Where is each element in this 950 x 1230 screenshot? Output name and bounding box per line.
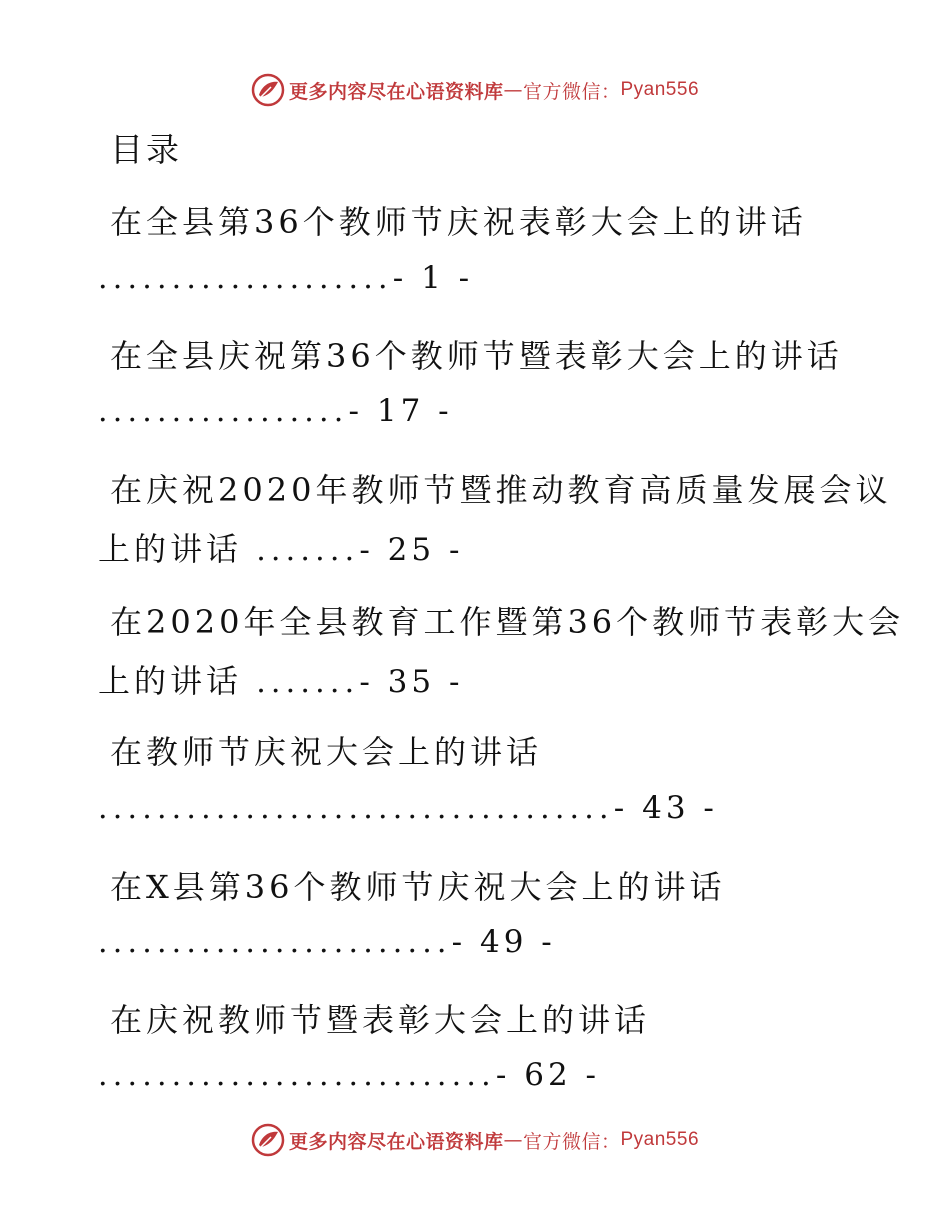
toc-entry-leader bbox=[98, 258, 473, 296]
red-leaf-logo-icon bbox=[251, 73, 285, 107]
banner-handle: Pyan556 bbox=[620, 79, 700, 100]
toc-page-number: - 25 - bbox=[359, 532, 464, 568]
toc-page-number: - 35 - bbox=[359, 664, 464, 700]
banner-handle: Pyan556 bbox=[620, 1129, 700, 1150]
banner-contact-text: 官方微信： bbox=[522, 1130, 621, 1153]
red-leaf-logo-icon bbox=[251, 1123, 285, 1157]
toc-entry-title[interactable]: 在X县第36个教师节庆祝大会上的讲话 bbox=[110, 868, 726, 906]
toc-dot-leader: ........................... bbox=[98, 1058, 496, 1093]
toc-entry-title-cont[interactable]: 上的讲话 bbox=[98, 530, 243, 568]
toc-entry-leader bbox=[98, 524, 463, 570]
toc-entry-title[interactable]: 在全县第36个教师节庆祝表彰大会上的讲话 bbox=[110, 203, 807, 241]
banner-contact-text: 官方微信： bbox=[522, 80, 621, 103]
toc-entry-leader bbox=[98, 656, 463, 702]
toc-dot-leader: .................... bbox=[98, 261, 393, 296]
toc-entry-title[interactable]: 在教师节庆祝大会上的讲话 bbox=[110, 733, 543, 771]
banner-separator: — bbox=[503, 1129, 523, 1151]
toc-entry-leader bbox=[98, 788, 718, 826]
toc-entry-leader bbox=[98, 922, 556, 960]
footer-banner bbox=[0, 1120, 950, 1160]
toc-entry-leader bbox=[98, 1055, 600, 1093]
toc-page-number: - 1 - bbox=[392, 260, 474, 296]
toc-entry-title[interactable]: 在庆祝教师节暨表彰大会上的讲话 bbox=[110, 1001, 651, 1039]
toc-title: 目录 bbox=[110, 130, 182, 169]
toc-page-number: - 17 - bbox=[348, 393, 453, 429]
toc-dot-leader: ....... bbox=[256, 665, 360, 700]
toc-entry-leader bbox=[98, 391, 453, 429]
toc-entry-title[interactable]: 在全县庆祝第36个教师节暨表彰大会上的讲话 bbox=[110, 337, 843, 375]
toc-dot-leader: ................. bbox=[98, 394, 349, 429]
banner-brand-text: 更多内容尽在心语资料库 bbox=[288, 1130, 504, 1153]
header-banner bbox=[0, 70, 950, 110]
toc-entry-title[interactable]: 在庆祝2020年教师节暨推动教育高质量发展会议 bbox=[110, 471, 892, 509]
toc-page-number: - 49 - bbox=[451, 924, 556, 960]
toc-dot-leader: ........................ bbox=[98, 925, 452, 960]
banner-brand-text: 更多内容尽在心语资料库 bbox=[288, 80, 504, 103]
banner-separator: — bbox=[503, 79, 523, 101]
toc-entry-title[interactable]: 在2020年全县教育工作暨第36个教师节表彰大会 bbox=[110, 603, 905, 641]
toc-entry-title-cont[interactable]: 上的讲话 bbox=[98, 662, 243, 700]
toc-page-number: - 43 - bbox=[613, 790, 718, 826]
toc-dot-leader: ....... bbox=[256, 533, 360, 568]
toc-dot-leader: ................................... bbox=[98, 791, 614, 826]
toc-page-number: - 62 - bbox=[495, 1057, 600, 1093]
